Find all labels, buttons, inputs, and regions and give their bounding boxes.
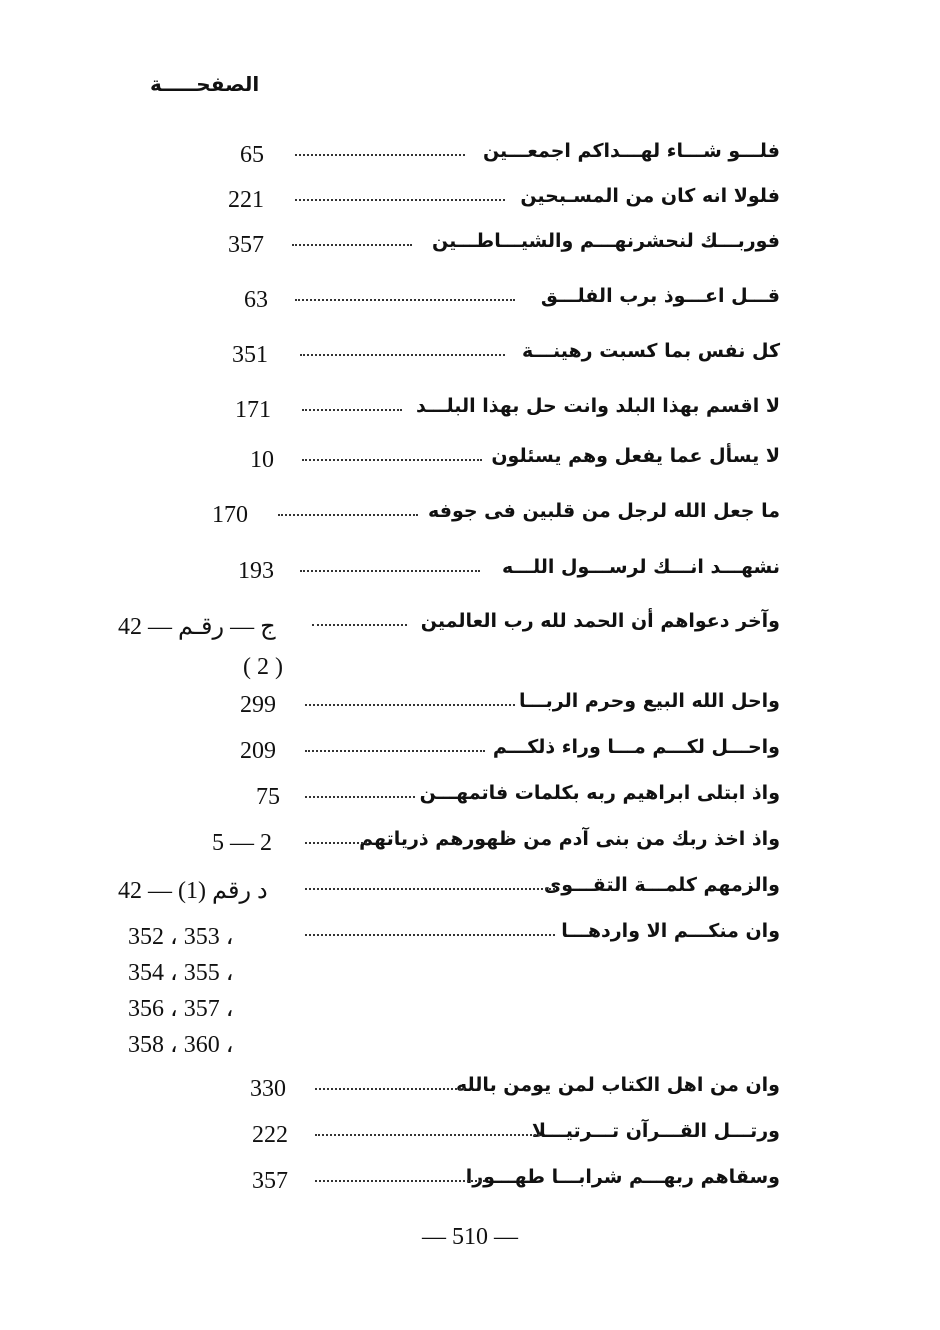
page-reference: 63 [244,287,268,313]
leader-dots [278,510,418,516]
page-reference: 352 ، 353 ، [128,924,234,950]
index-entry [0,828,940,868]
page-reference: 10 [250,447,274,473]
verse-text: واحل الله البيع وحرم الربـــا [519,690,780,712]
verse-text: وآخر دعواهم أن الحمد لله رب العالمين [420,610,780,632]
verse-text: واذ اخذ ربك من بنى آدم من ظهورهم ذرياتهم [359,828,780,850]
page-number: — 510 — [422,1224,518,1250]
page-reference: 330 [250,1076,286,1102]
index-entry [0,445,940,485]
index-entry [0,610,940,650]
leader-dots [305,930,555,936]
index-entry [0,340,940,380]
page-reference: 357 [228,232,264,258]
index-entry [0,920,940,960]
leader-dots [315,1176,485,1182]
page-reference: 5 — 2 [212,830,272,856]
page-reference: 222 [252,1122,288,1148]
index-entry [0,1074,940,1114]
verse-text: وان منكـــم الا واردهـــا [561,920,780,942]
leader-dots [305,792,415,798]
verse-text: لا يسأل عما يفعل وهم يسئلون [491,445,780,467]
verse-text: وسقاهم ربهـــم شرابـــا طهـــورا [465,1166,780,1188]
verse-text: فلولا انه كان من المسـبحين [520,185,780,207]
page-reference: 42 — ج — رقـم [118,614,276,640]
leader-dots [305,838,367,844]
index-entry [0,874,940,914]
verse-text: قـــل اعـــوذ برب الفلـــق [540,285,780,307]
verse-text: وان من اهل الكتاب لمن يومن بالله [456,1074,780,1096]
leader-dots [295,195,505,201]
page-reference: 75 [256,784,280,810]
leader-dots [315,1130,540,1136]
page-reference-continuation: 354 ، 355 ، [128,960,234,986]
verse-text: واذ ابتلى ابراهيم ربه بكلمات فاتمهـــن [419,782,780,804]
index-entry [0,690,940,730]
index-entry [0,285,940,325]
leader-dots [300,566,480,572]
page-reference: 299 [240,692,276,718]
leader-dots [302,405,402,411]
verse-text: لا اقسم بهذا البلد وانت حل بهذا البلـــد [416,395,780,417]
page-reference: 170 [212,502,248,528]
leader-dots [302,455,482,461]
verse-text: فلـــو شـــاء لهـــداكم اجمعـــين [482,140,780,162]
leader-dots [300,350,505,356]
verse-text: والزمهم كلمـــة التقـــوى [543,874,780,896]
index-entry [0,230,940,270]
index-entry [0,185,940,225]
verse-text: ما جعل الله لرجل من قلبين فى جوفه [427,500,780,522]
index-entry [0,736,940,776]
leader-dots [295,295,515,301]
page-reference: 193 [238,558,274,584]
verse-text: نشهـــد انـــك لرســـول اللـــه [501,556,780,578]
index-entry [0,500,940,540]
verse-text: واحـــل لكـــم مـــا وراء ذلكـــم [492,736,780,758]
verse-text: ورتـــل القـــرآن تـــرتيـــلا [531,1120,780,1142]
page-reference: 42 — د رقم (1) [118,878,268,904]
page-reference: 357 [252,1168,288,1194]
index-entry [0,1166,940,1206]
leader-dots [312,620,407,626]
verse-text: كل نفس بما كسبت رهينـــة [521,340,780,362]
leader-dots [315,1084,465,1090]
page-column-header: الصفحـــــة [150,72,260,96]
page-reference: 351 [232,342,268,368]
page-reference: 209 [240,738,276,764]
page-reference: 171 [235,397,271,423]
leader-dots [295,150,465,156]
index-entry [0,782,940,822]
index-entry [0,140,940,180]
page-reference-continuation: 356 ، 357 ، [128,996,234,1022]
index-entry [0,556,940,596]
index-entry [0,395,940,435]
leader-dots [305,746,485,752]
page-reference-continuation: ( 2 ) [243,654,283,680]
page-reference: 221 [228,187,264,213]
page-reference-continuation: 358 ، 360 ، [128,1032,234,1058]
leader-dots [292,240,412,246]
page-reference: 65 [240,142,264,168]
leader-dots [305,884,555,890]
verse-text: فوربـــك لنحشرنهـــم والشيـــاطـــين [431,230,780,252]
index-entry [0,1120,940,1160]
leader-dots [305,700,515,706]
